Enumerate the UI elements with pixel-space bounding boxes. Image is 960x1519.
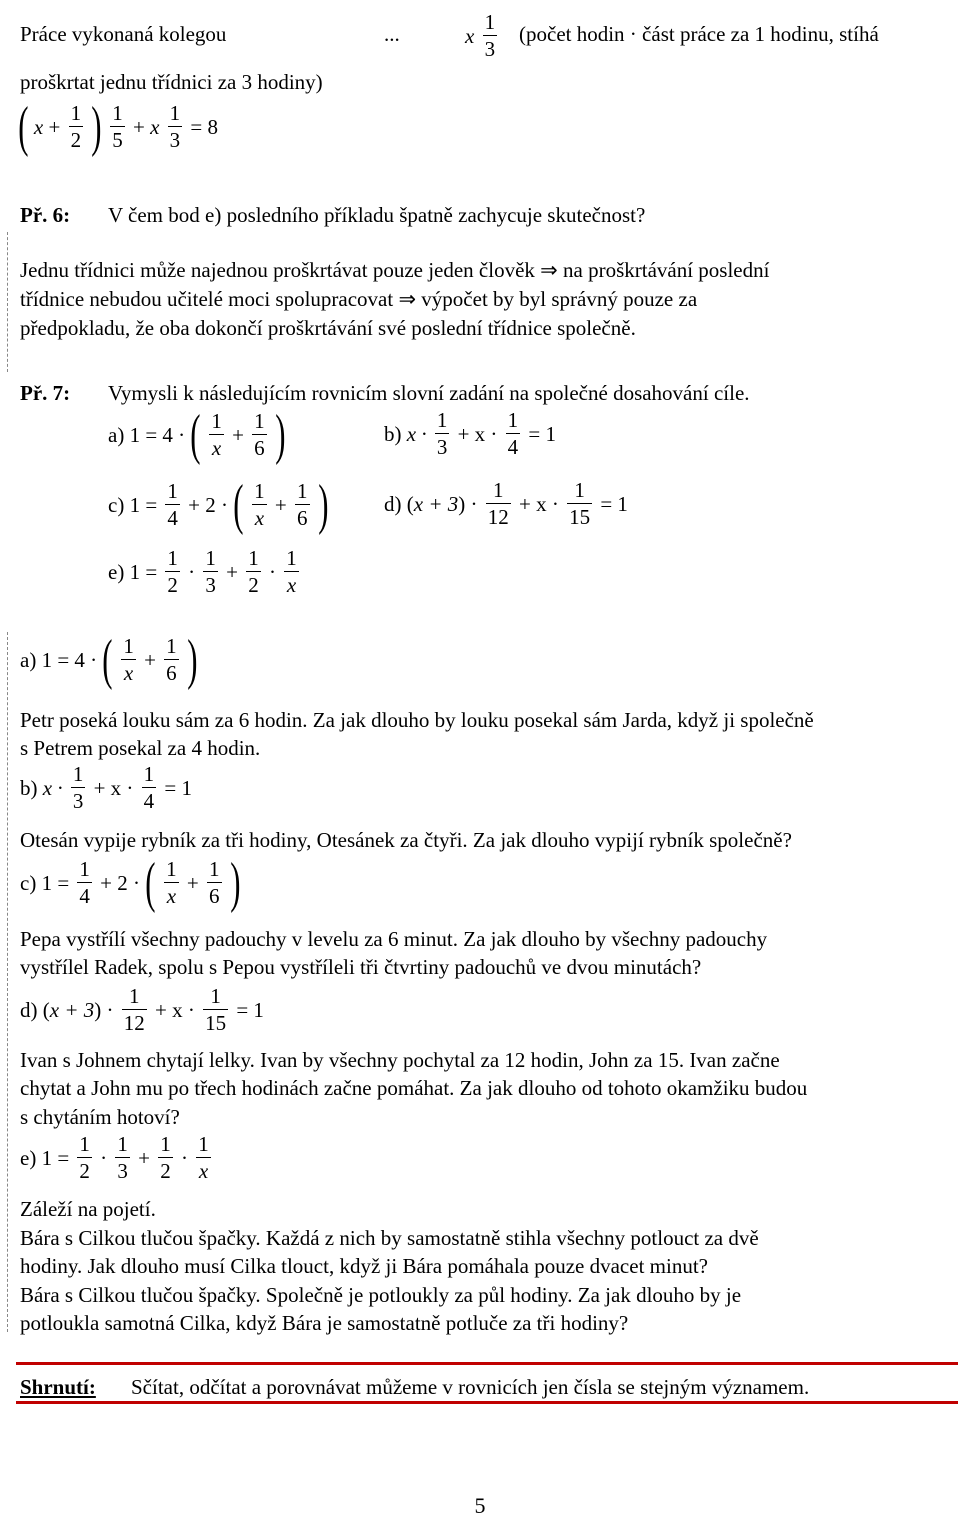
frac-den: x: [286, 573, 297, 597]
ans-c-frac-2: [207, 859, 222, 907]
ans-d-paren: (x + 3): [42, 997, 102, 1022]
answer-e-text-1: Záleží na pojetí.: [20, 1197, 156, 1221]
eq-d-label: d): [384, 491, 402, 516]
eq-e-plus: +: [226, 559, 239, 584]
frac-den: 2: [70, 128, 82, 153]
frac-den: 4: [143, 789, 155, 813]
ans-d-rhs: = 1: [236, 997, 264, 1022]
frac-den: 15: [569, 505, 591, 529]
ans-c-plus: +: [186, 870, 199, 895]
top-line-1: [20, 22, 226, 47]
frac-den: 4: [79, 884, 90, 909]
eq-b-x: x ·: [406, 421, 427, 446]
answer-e-equation: [20, 1134, 214, 1182]
frac-num: 1: [486, 480, 511, 504]
ans-d-label: d): [20, 997, 38, 1022]
frac-den: 6: [209, 884, 220, 909]
eq-a-lhs: 1 = 4 ·: [129, 422, 186, 447]
eq-e-frac-1: [165, 548, 180, 596]
eq-b-rhs: = 1: [528, 421, 557, 446]
eq-c-mid: + 2 ·: [188, 492, 229, 517]
frac-num: 1: [297, 479, 308, 504]
eq-c-label: c): [108, 492, 125, 517]
eq-d-frac-1: [486, 480, 511, 528]
frac-den: 4: [507, 435, 519, 459]
frac-den: 2: [160, 1159, 171, 1183]
frac-den: x: [198, 1159, 209, 1183]
answer-a-equation: [20, 629, 198, 691]
ans-a-label: a): [20, 647, 37, 672]
frac-num: 1: [286, 546, 297, 570]
ans-a-frac-2: [164, 636, 179, 684]
ans-d-plus: + x ·: [155, 997, 195, 1022]
eq-c-plus: +: [274, 492, 287, 517]
paren-open: (: [102, 629, 113, 691]
frac-num: 1: [79, 1132, 90, 1156]
eq-a-label: a): [108, 422, 125, 447]
ans-e-frac-1: [77, 1134, 92, 1182]
eq-frac-2: [110, 103, 125, 151]
frac-num: 1: [203, 986, 228, 1010]
paren-close: ): [91, 96, 102, 158]
answer-b-text: Otesán vypije rybník za tři hodiny, Otesánek za čtyři. Za jak dlouho vypijí rybník společně?: [20, 828, 792, 852]
frac-num: 1: [205, 546, 216, 570]
ans-c-frac-0: [77, 859, 92, 907]
eq-b-frac-1: [435, 410, 450, 458]
ans-d-frac-1: [122, 986, 147, 1034]
answer-e-text-5: potloukla samotná Cilka, když Bára je samostatně potluče za tři hodiny?: [20, 1311, 629, 1335]
frac-num: 1: [160, 1132, 171, 1156]
answer-a-text-1: Petr poseká louku sám za 6 hodin. Za jak dlouho by louku posekal sám Jarda, když ji společně: [20, 708, 814, 732]
frac-den: 5: [112, 128, 123, 153]
frac-den: 3: [436, 435, 448, 459]
pr6-question: V čem bod e) posledního příkladu špatně zachycuje skutečnost?: [108, 203, 646, 227]
ans-b-frac-2: [142, 764, 157, 812]
var-x: x: [465, 23, 475, 48]
ans-e-frac-2: [115, 1134, 130, 1182]
ans-e-lhs: 1 =: [41, 1145, 70, 1170]
eq-a-frac-1: [209, 411, 224, 459]
paren-open: (: [233, 474, 244, 536]
frac-num: 1: [79, 857, 90, 882]
frac-den: 3: [484, 37, 496, 61]
pr7-eq-b: [384, 410, 556, 458]
ans-b-plus: + x ·: [93, 775, 134, 800]
frac-den: 4: [167, 506, 178, 531]
frac-den: 12: [123, 1011, 145, 1035]
frac-num: 1: [484, 10, 496, 34]
eq-b-plus: + x ·: [457, 421, 498, 446]
answer-margin-rule-2: [7, 632, 8, 1332]
ans-c-mid: + 2 ·: [100, 870, 141, 895]
pr7-eq-a: [108, 404, 286, 466]
eq-e-lhs: 1 =: [129, 559, 158, 584]
frac-num: 1: [122, 986, 147, 1010]
frac-den: 2: [167, 573, 178, 597]
frac-den: x: [166, 884, 177, 909]
eq-frac-1: [69, 103, 84, 151]
eq-e-frac-4: [284, 548, 299, 596]
frac-num: 1: [123, 634, 134, 659]
answer-c-equation: [20, 852, 241, 914]
eq-e-dot-1: ·: [188, 559, 196, 584]
eq-b-label: b): [384, 421, 402, 446]
frac-den: 3: [117, 1159, 128, 1183]
ans-c-frac-1: [164, 859, 179, 907]
ans-d-paren-content: x + 3: [49, 997, 95, 1022]
frac-num: 1: [211, 409, 222, 434]
eq-x-2: x: [150, 114, 160, 139]
eq-x: x: [33, 114, 44, 139]
ans-d-dot: ·: [106, 997, 114, 1022]
paren-open: (: [18, 96, 29, 158]
eq-e-dot-2: ·: [269, 559, 277, 584]
frac-num: 1: [70, 101, 82, 126]
top-line-1-formula: [465, 12, 500, 60]
frac-num: 1: [254, 409, 265, 434]
answer-d-text-3: s chytáním hotoví?: [20, 1105, 180, 1129]
answer-a-text-2: s Petrem posekal za 4 hodin.: [20, 736, 261, 760]
ans-b-x: x ·: [42, 775, 63, 800]
eq-e-frac-2: [203, 548, 218, 596]
frac-num: 1: [169, 101, 181, 126]
frac-num: 1: [198, 1132, 209, 1156]
eq-rhs: = 8: [190, 114, 218, 139]
frac-den: 3: [205, 573, 216, 597]
eq-frac-3: [168, 103, 183, 151]
ans-e-frac-3: [158, 1134, 173, 1182]
top-equation: [18, 96, 218, 158]
answer-c-text-1: Pepa vystřílí všechny padouchy v levelu za 6 minut. Za jak dlouho by všechny padouchy: [20, 927, 768, 951]
answer-d-text-1: Ivan s Johnem chytají lelky. Ivan by všechny pochytal za 12 hodin, John za 15. Ivan začne: [20, 1048, 780, 1072]
ans-e-dot-1: ·: [100, 1145, 108, 1170]
frac-den: 15: [205, 1011, 227, 1035]
summary-text: Sčítat, odčítat a porovnávat můžeme v rovnicích jen čísla se stejným významem.: [131, 1375, 810, 1399]
frac-den: 6: [254, 436, 265, 461]
frac-num: 1: [72, 762, 84, 786]
frac-den: 6: [166, 661, 177, 686]
ans-e-frac-4: [196, 1134, 211, 1182]
frac-num: 1: [167, 546, 178, 570]
pr7-eq-e: [108, 548, 302, 596]
pr7-eq-d: [384, 480, 628, 528]
frac-den: x: [254, 506, 265, 531]
frac-den: 3: [72, 789, 84, 813]
eq-a-frac-2: [252, 411, 267, 459]
eq-plus-2: +: [132, 114, 145, 139]
pr6-answer-line-1: Jednu třídnici může najednou proškrtávat pouze jeden člověk ⇒ na proškrtávání poslední: [20, 258, 770, 282]
frac-num: 1: [117, 1132, 128, 1156]
eq-e-frac-3: [246, 548, 261, 596]
paren-close: ): [275, 404, 286, 466]
frac-num: 1: [254, 479, 265, 504]
answer-e-text-2: Bára s Cilkou tlučou špačky. Každá z nich by samostatně stihla všechny potlouct za dvě: [20, 1226, 759, 1250]
summary-label: Shrnutí:: [20, 1375, 96, 1399]
ans-a-lhs: 1 = 4 ·: [41, 647, 98, 672]
ans-b-frac-1: [71, 764, 86, 812]
eq-c-frac-2: [295, 481, 310, 529]
frac-num: 1: [567, 480, 592, 504]
frac-den: 2: [248, 573, 259, 597]
eq-d-frac-2: [567, 480, 592, 528]
frac-num: 1: [166, 634, 177, 659]
pr7-eq-c: [108, 474, 329, 536]
eq-d-paren: (x + 3): [406, 491, 466, 516]
answer-d-text-2: chytat a John mu po třech hodinách začne pomáhat. Za jak dlouho od tohoto okamžiku budou: [20, 1076, 808, 1100]
paren-close: ): [229, 852, 241, 914]
page-number: 5: [474, 1493, 486, 1518]
frac-num: 1: [507, 408, 519, 432]
eq-c-lhs: 1 =: [129, 492, 158, 517]
eq-c-frac-1: [252, 481, 267, 529]
frac-den: 12: [487, 505, 509, 529]
answer-b-equation: [20, 764, 192, 812]
eq-b-frac-2: [506, 410, 521, 458]
paren-close: ): [317, 474, 329, 536]
frac-den: x: [123, 661, 134, 686]
answer-margin-rule-1: [7, 232, 8, 372]
ans-e-dot-2: ·: [181, 1145, 189, 1170]
pr6-label: Př. 6:: [20, 203, 71, 227]
pr7-question: Vymysli k následujícím rovnicím slovní zadání na společné dosahování cíle.: [108, 381, 750, 405]
eq-d-paren-content: x + 3: [413, 491, 459, 516]
paren-open: (: [190, 404, 201, 466]
top-line-1-text: Práce vykonaná kolegou: [20, 22, 227, 46]
eq-a-plus: +: [232, 422, 244, 447]
ans-e-label: e): [20, 1145, 37, 1170]
frac-num: 1: [167, 479, 178, 504]
eq-plus: +: [48, 114, 61, 139]
pr7-label: Př. 7:: [20, 381, 71, 405]
frac-den: 3: [169, 128, 181, 153]
answer-d-equation: [20, 986, 264, 1034]
ans-b-rhs: = 1: [164, 775, 193, 800]
frac-num: 1: [209, 857, 220, 882]
pr6-answer-line-2: třídnice nebudou učitelé moci spolupracovat ⇒ výpočet by byl správný pouze za: [20, 287, 698, 311]
answer-c-text-2: vystřílel Radek, spolu s Pepou vystříleli tři čtvrtiny padouchů ve dvou minutách?: [20, 955, 702, 979]
frac-den: 2: [79, 1159, 90, 1183]
ans-d-frac-2: [203, 986, 228, 1034]
eq-d-dot: ·: [470, 491, 478, 516]
answer-e-text-3: hodiny. Jak dlouho musí Cilka tlouct, když ji Bára pomáhala pouze dvacet minut?: [20, 1254, 708, 1278]
ans-c-lhs: 1 =: [41, 870, 70, 895]
eq-d-rhs: = 1: [600, 491, 628, 516]
answer-e-text-4: Bára s Cilkou tlučou špačky. Společně je potloukly za půl hodiny. Za jak dlouho by je: [20, 1283, 742, 1307]
top-line-1-right: (počet hodin · část práce za 1 hodinu, stíhá: [519, 22, 879, 46]
frac-num: 1: [166, 857, 177, 882]
eq-c-frac-0: [165, 481, 180, 529]
eq-e-label: e): [108, 559, 125, 584]
top-line-1-dots: ...: [384, 22, 400, 46]
ans-a-plus: +: [144, 647, 156, 672]
frac-den: x: [211, 436, 222, 461]
frac-den: 6: [297, 506, 308, 531]
fraction-one-third: [483, 12, 498, 60]
frac-num: 1: [143, 762, 155, 786]
frac-num: 1: [436, 408, 448, 432]
frac-num: 1: [248, 546, 259, 570]
ans-c-label: c): [20, 870, 37, 895]
paren-open: (: [145, 852, 156, 914]
paren-close: ): [187, 629, 198, 691]
frac-num: 1: [112, 101, 123, 126]
pr6-answer-line-3: předpokladu, že oba dokončí proškrtávání své poslední třídnice společně.: [20, 316, 636, 340]
top-line-2: proškrtat jednu třídnici za 3 hodiny): [20, 70, 323, 94]
ans-e-plus: +: [138, 1145, 151, 1170]
ans-a-frac-1: [121, 636, 136, 684]
eq-d-plus: + x ·: [519, 491, 559, 516]
ans-b-label: b): [20, 775, 38, 800]
